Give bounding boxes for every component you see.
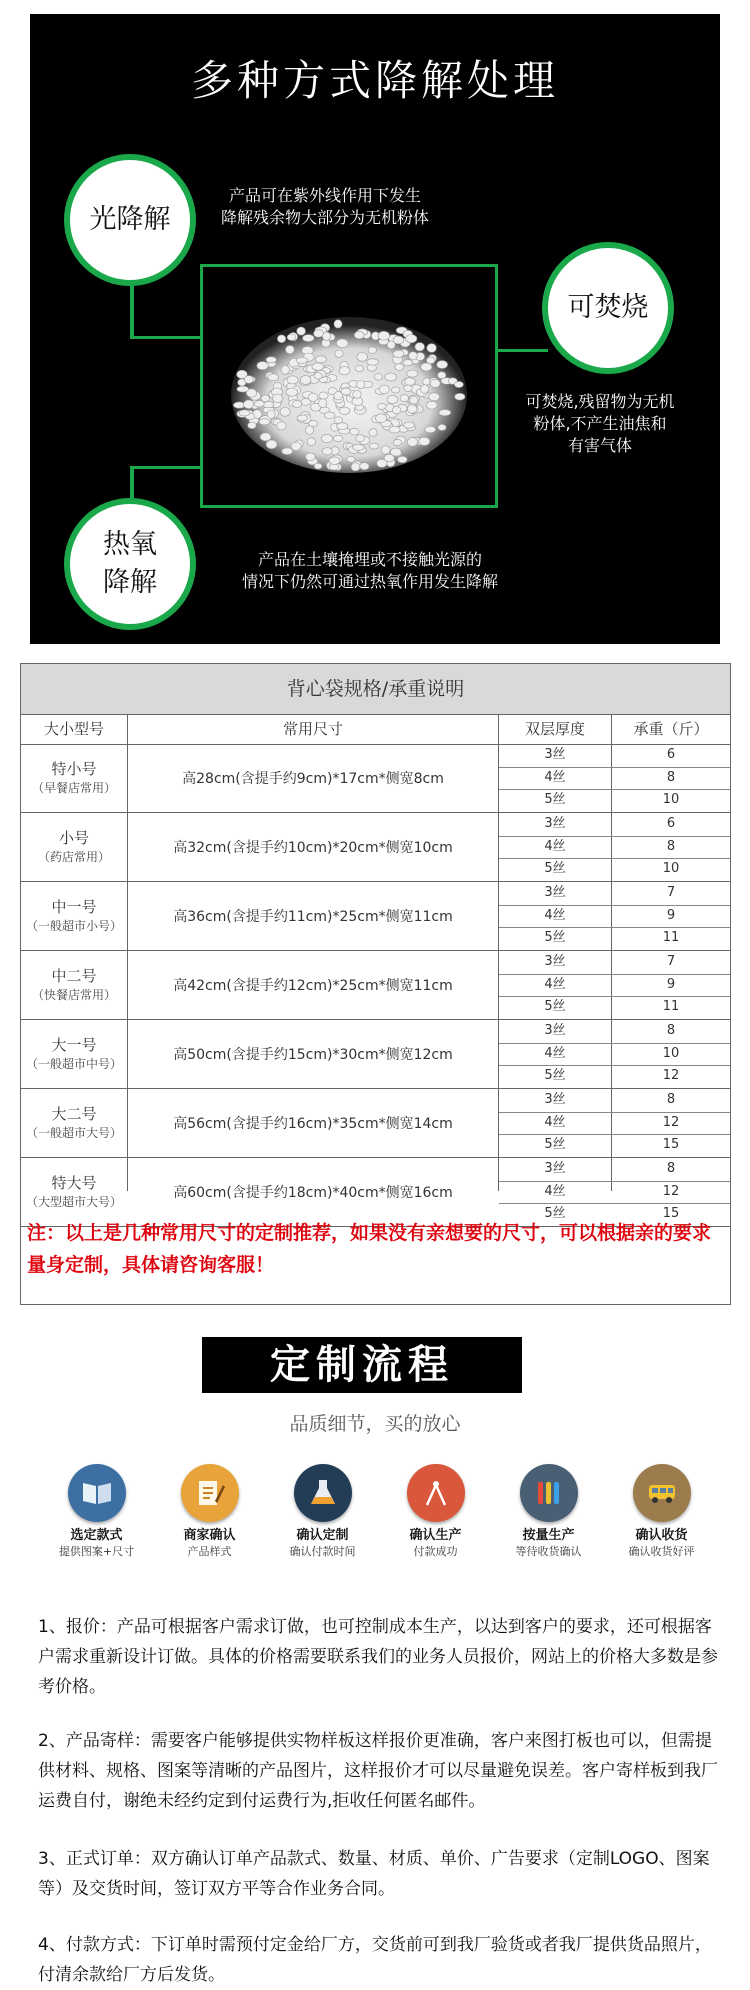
size-usage: （快餐店常用）	[31, 988, 116, 1002]
process-title: 定制流程	[202, 1337, 522, 1393]
load-value: 6	[666, 816, 676, 831]
size-cell	[21, 882, 127, 950]
step-title: 商家确认	[183, 1528, 236, 1543]
step-title: 选定款式	[70, 1528, 123, 1543]
thickness-value: 3丝	[544, 816, 566, 831]
thickness-row	[499, 767, 730, 789]
step-title: 确认生产	[409, 1528, 462, 1543]
pellet	[297, 415, 307, 421]
step-sub: 等待收货确认	[515, 1545, 582, 1558]
thickness-row	[499, 858, 730, 880]
pellet	[368, 347, 376, 354]
load-value: 10	[662, 861, 680, 877]
flask-icon	[294, 1464, 352, 1522]
degradation-panel	[30, 14, 720, 644]
dimension-cell: 高50cm(含提手约15cm)*30cm*侧宽12cm	[173, 1047, 453, 1063]
thickness-value: 4丝	[544, 1183, 566, 1199]
pellet	[248, 422, 257, 429]
step-confirm-production	[379, 1464, 492, 1560]
process-steps	[40, 1464, 720, 1574]
size-usage: （大型超市大号）	[25, 1195, 122, 1209]
load-value: 7	[666, 954, 676, 969]
dimension-cell: 高60cm(含提手约18cm)*40cm*侧宽16cm	[173, 1185, 453, 1201]
pellet	[312, 363, 324, 370]
pellet	[319, 392, 328, 399]
pellet	[305, 453, 315, 461]
size-usage: （早餐店常用）	[31, 781, 116, 795]
pellet	[407, 404, 416, 413]
bus-icon	[633, 1464, 691, 1522]
pellet	[393, 439, 401, 445]
pellet	[455, 393, 465, 400]
table-caption: 背心袋规格/承重说明	[21, 664, 730, 715]
pellet	[277, 422, 286, 430]
size-name: 小号	[58, 829, 89, 847]
pellet	[267, 410, 275, 418]
load-value: 7	[666, 885, 676, 900]
pellet	[260, 433, 271, 441]
paragraph-quote: 1、报价：产品可根据客户需求订做，也可控制成本生产，以达到客户的要求，还可根据客户需求重新设计订做。具体的价格需要联系我们的业务人员报价，网站上的价格大多数是参考价格。	[38, 1617, 718, 1697]
thickness-row	[499, 1020, 730, 1042]
pellet	[263, 402, 274, 408]
pellet	[237, 386, 249, 392]
pellet	[427, 344, 437, 353]
thickness-value: 5丝	[544, 792, 566, 808]
table-row	[21, 813, 730, 882]
pellet	[293, 400, 302, 407]
pellet	[454, 381, 463, 387]
pellet	[300, 376, 311, 385]
pellet	[406, 335, 417, 343]
pellet	[268, 374, 279, 381]
paragraph-sample: 2、产品寄样：需要客户能够提供实物样板这样报价更准确，客户来图打板也可以，但需提供材料、规格、图案等清晰的产品图片，这样报价才可以尽量避免误差。客户寄样板到我厂运费自付，谢绝未经约定到付运费行为,拒收任何匿名邮件。	[38, 1731, 718, 1811]
pellet	[287, 376, 298, 384]
pellet	[385, 373, 397, 381]
step-sub: 确认收货好评	[628, 1545, 695, 1558]
pellet	[314, 463, 322, 469]
pellet	[392, 406, 401, 414]
thickness-value: 5丝	[544, 930, 566, 946]
pellet	[357, 353, 368, 362]
pellet	[305, 426, 313, 435]
pellet	[334, 320, 342, 328]
pellet	[350, 428, 359, 435]
pellet	[352, 444, 364, 450]
step-title: 确认收货	[635, 1528, 688, 1543]
dimension-cell: 高28cm(含提手约9cm)*17cm*侧宽8cm	[182, 771, 444, 787]
pellet	[378, 403, 387, 409]
thickness-value: 3丝	[544, 1092, 566, 1107]
pellet	[370, 443, 379, 449]
col-header-thickness: 双层厚度	[524, 720, 585, 738]
size-usage: （一般超市中号）	[25, 1057, 122, 1071]
panel-title: 多种方式降解处理	[190, 56, 559, 105]
thickness-row	[499, 813, 730, 835]
size-cell	[21, 1020, 127, 1088]
thickness-value: 4丝	[544, 1045, 566, 1061]
edit-note-icon	[181, 1464, 239, 1522]
thickness-row	[499, 882, 730, 904]
load-value: 11	[662, 930, 680, 946]
size-cell	[21, 813, 127, 881]
pellet	[410, 397, 419, 405]
thickness-value: 3丝	[544, 1161, 566, 1176]
pellet	[369, 429, 377, 437]
size-usage: （一般超市大号）	[25, 1126, 122, 1140]
thickness-row	[499, 1065, 730, 1087]
dimension-cell: 高42cm(含提手约12cm)*25cm*侧宽11cm	[173, 978, 453, 994]
pellet	[354, 331, 364, 339]
thickness-value: 3丝	[544, 954, 566, 969]
connector-line	[130, 466, 202, 469]
pellet	[438, 424, 446, 430]
pellet	[387, 341, 395, 349]
paragraph-order: 3、正式订单：双方确认订单产品款式、数量、材质、单价、广告要求（定制LOGO、图案等）及交货时间，签订双方平等合作业务合同。	[38, 1849, 710, 1899]
pellet	[409, 352, 418, 360]
pellet	[244, 400, 254, 409]
thickness-row	[499, 1134, 730, 1156]
size-cell	[21, 1089, 127, 1157]
desc-line: 可焚烧,残留物为无机	[525, 392, 675, 411]
thickness-row	[499, 974, 730, 996]
pellet	[319, 399, 327, 408]
size-name: 特大号	[51, 1174, 97, 1192]
load-value: 8	[666, 1092, 676, 1107]
pellet	[407, 370, 418, 377]
pellet	[266, 440, 277, 449]
table-row	[21, 1020, 730, 1089]
thickness-row	[499, 996, 730, 1018]
pellet	[309, 420, 318, 426]
thickness-value: 3丝	[544, 885, 566, 900]
dimension-cell: 高36cm(含提手约11cm)*25cm*侧宽11cm	[173, 909, 453, 925]
connector-line	[130, 336, 202, 339]
pellet	[303, 335, 315, 342]
pellet	[391, 387, 399, 393]
pellets-image	[200, 264, 498, 508]
step-sub: 确认付款时间	[289, 1545, 356, 1558]
thickness-value: 5丝	[544, 999, 566, 1015]
pellet	[281, 365, 289, 374]
pellet	[353, 390, 361, 398]
thickness-row	[499, 1112, 730, 1134]
step-confirm-custom	[266, 1464, 379, 1560]
thickness-value: 5丝	[544, 1068, 566, 1084]
burnable-circle	[542, 242, 674, 374]
pellet	[282, 448, 293, 455]
load-value: 12	[662, 1114, 680, 1130]
pellet	[393, 350, 404, 357]
size-name: 特小号	[51, 760, 97, 778]
thickness-value: 5丝	[544, 1137, 566, 1153]
thickness-value: 4丝	[544, 976, 566, 992]
pellet	[404, 422, 415, 428]
load-value: 8	[666, 1161, 676, 1176]
thermal-label-line1: 热氧	[103, 529, 157, 560]
thickness-value: 3丝	[544, 747, 566, 762]
size-name: 中二号	[51, 967, 97, 985]
thermal-degradation-desc	[200, 549, 540, 593]
light-degradation-label: 光降解	[89, 204, 171, 235]
table-row	[21, 882, 730, 951]
load-value: 12	[662, 1183, 680, 1199]
pellet	[334, 435, 343, 441]
pellet	[308, 393, 318, 401]
pellet	[389, 426, 400, 433]
pellet	[287, 334, 296, 340]
size-cell	[21, 951, 127, 1019]
load-value: 8	[666, 1023, 676, 1038]
pellet	[261, 395, 269, 402]
thickness-value: 4丝	[544, 907, 566, 923]
pellet	[439, 409, 451, 415]
step-confirm-receipt	[605, 1464, 718, 1560]
burnable-desc	[500, 391, 700, 457]
load-value: 9	[666, 976, 676, 992]
size-cell	[21, 744, 127, 812]
step-title: 确认定制	[296, 1528, 349, 1543]
pellet	[336, 339, 348, 348]
pellet	[379, 385, 389, 394]
thickness-value: 3丝	[544, 1023, 566, 1038]
pellet	[367, 359, 379, 365]
pellet	[355, 366, 364, 372]
size-name: 大一号	[51, 1036, 97, 1054]
connector-line	[490, 349, 548, 352]
load-value: 8	[666, 838, 676, 854]
pellet	[381, 446, 390, 454]
pellet	[360, 463, 369, 470]
pellet	[415, 343, 425, 351]
pellet	[378, 331, 390, 340]
pellet	[430, 379, 440, 387]
pellet	[321, 435, 333, 443]
light-degradation-desc	[200, 185, 450, 229]
load-value: 15	[662, 1137, 680, 1153]
pellet	[297, 327, 306, 335]
connector-line	[130, 282, 134, 339]
pellet	[315, 356, 326, 363]
pellet	[397, 456, 407, 463]
process-subtitle: 品质细节，买的放心	[289, 1413, 461, 1435]
pellet	[427, 357, 436, 364]
pellet	[335, 350, 343, 357]
pellet	[337, 423, 348, 430]
custom-size-note: 注：以上是几种常用尺寸的定制推荐，如果没有亲想要的尺寸，可以根据亲的要求量身定制，具体请咨询客服！	[27, 1222, 712, 1276]
pellet	[280, 408, 290, 417]
pellet	[419, 437, 430, 445]
pellet	[356, 435, 365, 442]
pellet	[239, 410, 250, 416]
thickness-row	[499, 905, 730, 927]
pellet	[395, 364, 404, 371]
col-header-size: 大小型号	[43, 720, 104, 738]
pellet	[421, 385, 429, 394]
spec-table	[20, 663, 731, 1305]
pellet	[339, 407, 350, 414]
size-cell	[21, 1158, 127, 1226]
pellet	[387, 395, 398, 403]
paragraph-payment: 4、付款方式：下订单时需预付定金给厂方，交货前可到我厂验货或者我厂提供货品照片，付清余款给厂方后发货。	[38, 1935, 712, 1985]
pellet	[403, 360, 412, 366]
step-sub: 产品样式	[187, 1545, 232, 1558]
thickness-value: 4丝	[544, 769, 566, 785]
step-select-style	[40, 1464, 153, 1560]
pellet	[254, 401, 264, 408]
pellet	[291, 442, 301, 450]
pellet	[322, 448, 332, 455]
thickness-value: 4丝	[544, 838, 566, 854]
pellet	[376, 414, 387, 423]
pellet	[334, 417, 342, 424]
load-value: 10	[662, 792, 680, 808]
step-sub: 提供图案+尺寸	[58, 1545, 135, 1558]
desc-line: 情况下仍然可通过热氧作用发生降解	[241, 572, 498, 591]
pellet	[407, 438, 417, 447]
pellet	[405, 378, 416, 386]
size-name: 大二号	[51, 1105, 97, 1123]
load-value: 8	[666, 769, 676, 785]
table-row	[21, 744, 730, 813]
thickness-row	[499, 744, 730, 766]
thickness-value: 4丝	[544, 1114, 566, 1130]
thermal-degradation-circle	[64, 498, 196, 630]
table-row	[21, 1089, 730, 1158]
pellet	[244, 376, 253, 384]
load-value: 15	[662, 1206, 680, 1222]
thermal-label-line2: 降解	[103, 567, 157, 598]
pellet	[277, 335, 285, 343]
size-usage: （一般超市小号）	[25, 919, 122, 933]
col-header-dim: 常用尺寸	[282, 720, 343, 738]
pellet	[286, 345, 295, 353]
test-tubes-icon	[520, 1464, 578, 1522]
pellet	[377, 459, 387, 467]
load-value: 10	[662, 1045, 680, 1061]
pellet	[341, 388, 351, 395]
thickness-row	[499, 836, 730, 858]
thickness-row	[499, 1181, 730, 1203]
pellet	[307, 438, 315, 446]
pellets-illustration	[203, 267, 495, 505]
thickness-value: 5丝	[544, 1206, 566, 1222]
size-usage: （药店常用）	[37, 850, 110, 864]
desc-line: 粉体,不产生油焦和	[533, 414, 667, 433]
load-value: 9	[666, 907, 676, 923]
desc-line: 有害气体	[567, 436, 632, 455]
table-row	[21, 951, 730, 1020]
thickness-value: 5丝	[544, 861, 566, 877]
pellet	[425, 426, 436, 433]
pellet	[404, 385, 412, 391]
pellet	[273, 394, 283, 403]
pellet	[329, 457, 340, 465]
step-sub: 付款成功	[413, 1545, 458, 1558]
dimension-cell: 高56cm(含提手约16cm)*35cm*侧宽14cm	[173, 1116, 453, 1132]
load-value: 11	[662, 999, 680, 1015]
pellet	[286, 388, 298, 396]
pellet	[324, 412, 335, 419]
load-value: 12	[662, 1068, 680, 1084]
pellet	[257, 362, 269, 370]
thickness-row	[499, 927, 730, 949]
pellet	[437, 361, 448, 369]
pellet	[429, 393, 440, 401]
pellet	[296, 357, 307, 363]
pellet	[314, 373, 322, 380]
pellet	[421, 363, 432, 371]
desc-line: 降解残余物大部分为无机粉体	[220, 208, 429, 227]
step-title: 按量生产	[522, 1528, 575, 1543]
step-mass-production	[492, 1464, 605, 1560]
thickness-row	[499, 951, 730, 973]
connector-line	[130, 466, 134, 500]
pellet	[426, 401, 437, 409]
pellet	[339, 367, 350, 375]
pellet	[259, 419, 270, 425]
col-header-load: 承重（斤）	[633, 720, 709, 738]
pellet	[438, 372, 446, 379]
pellet	[314, 330, 324, 338]
dimension-cell: 高32cm(含提手约10cm)*20cm*侧宽10cm	[173, 840, 453, 856]
desc-line: 产品可在紫外线作用下发生	[228, 186, 421, 205]
pellet	[400, 395, 408, 402]
desc-line: 产品在土壤掩埋或不接触光源的	[257, 550, 482, 569]
pellet	[351, 463, 360, 471]
size-name: 中一号	[51, 898, 97, 916]
pellet	[233, 402, 245, 408]
light-degradation-circle	[64, 154, 196, 286]
thickness-row	[499, 1158, 730, 1180]
pellet	[357, 380, 365, 389]
pellet	[347, 456, 355, 462]
burnable-label: 可焚烧	[567, 292, 649, 323]
step-merchant-confirm	[153, 1464, 266, 1560]
pellet	[266, 357, 276, 363]
pellet	[374, 374, 382, 381]
book-icon	[68, 1464, 126, 1522]
thickness-row	[499, 1043, 730, 1065]
load-value: 6	[666, 747, 676, 762]
thickness-row	[499, 1089, 730, 1111]
thickness-row	[499, 789, 730, 811]
compass-icon	[407, 1464, 465, 1522]
